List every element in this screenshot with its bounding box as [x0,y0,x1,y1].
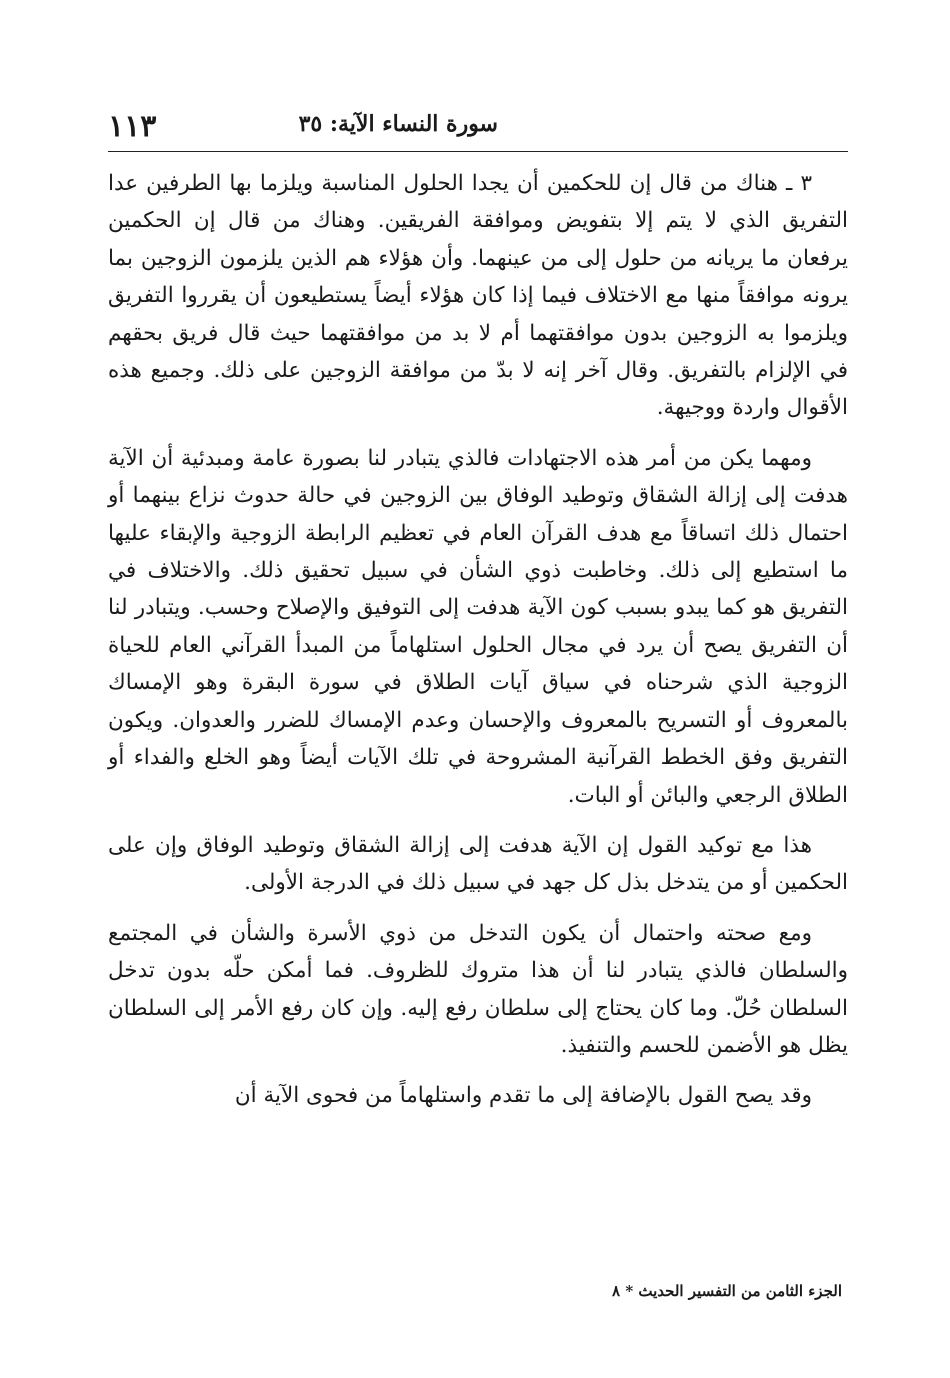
running-title: سورة النساء الآية: ٣٥ [298,111,498,137]
paragraph: وقد يصح القول بالإضافة إلى ما تقدم واستلهاماً من فحوى الآية أن [234,1083,812,1109]
paragraph: ٣ ـ هناك من قال إن للحكمين أن يجدا الحلول المناسبة ويلزما بها الطرفين عدا التفريق الذي لا يتم إلا بتفويض وموافقة الفريقين. وهناك من قال إن الحكمين يرفعان ما يريانه من حلول إلى من عينهما. وأن هؤلاء هم الذين يلزمون الزوجين بما يرونه موافقاً منها مع الاختلاف فيما إذا كان هؤلاء أيضاً يستطيعون أن يقرروا التفريق ويلزموا به الزوجين بدون موافقتهما أم لا بد من موافقتهما حيث قال فريق بحقهم في الإلزام بالتفريق. وقال آخر إنه لا بدّ من موافقة الزوجين على ذلك. وجميع هذه الأقوال واردة ووجيهة. [108,171,848,421]
body-text [108,165,848,1115]
page-header [108,105,848,145]
page-number: ١١٣ [108,109,157,144]
footer-signature: الجزء الثامن من التفسير الحديث * ٨ [612,1282,842,1300]
paragraph: ومهما يكن من أمر هذه الاجتهادات فالذي يتبادر لنا بصورة عامة ومبدئية أن الآية هدفت إلى إزالة الشقاق وتوطيد الوفاق بين الزوجين في حالة حدوث نزاع بينهما أو احتمال ذلك اتساقاً مع هدف القرآن العام في تعظيم الرابطة الزوجية والإبقاء عليها ما استطيع إلى ذلك. وخاطبت ذوي الشأن في سبيل تحقيق ذلك. والاختلاف في التفريق هو كما يبدو بسبب كون الآية هدفت إلى التوفيق والإصلاح وحسب. ويتبادر لنا أن التفريق يصح أن يرد في مجال الحلول استلهاماً من المبدأ القرآني العام للحياة الزوجية الذي شرحناه في سياق آيات الطلاق في سورة البقرة وهو الإمساك بالمعروف أو التسريح بالمعروف والإحسان وعدم الإمساك للضرر والعدوان. ويكون التفريق وفق الخطط القرآنية المشروحة في تلك الآيات أيضاً وهو الخلع والفداء أو الطلاق الرجعي والبائن أو البات. [108,445,848,808]
header-rule [108,151,848,152]
paragraph: ومع صحته واحتمال أن يكون التدخل من ذوي الأسرة والشأن في المجتمع والسلطان فالذي يتبادر لنا أن هذا متروك للظروف. فما أمكن حلّه بدون تدخل السلطان حُلّ. وما كان يحتاج إلى سلطان رفع إليه. وإن كان رفع الأمر إلى السلطان يظل هو الأضمن للحسم والتنفيذ. [108,920,848,1058]
paragraph: هذا مع توكيد القول إن الآية هدفت إلى إزالة الشقاق وتوطيد الوفاق وإن على الحكمين أو من يتدخل بذل كل جهد في سبيل ذلك في الدرجة الأولى. [108,832,848,896]
